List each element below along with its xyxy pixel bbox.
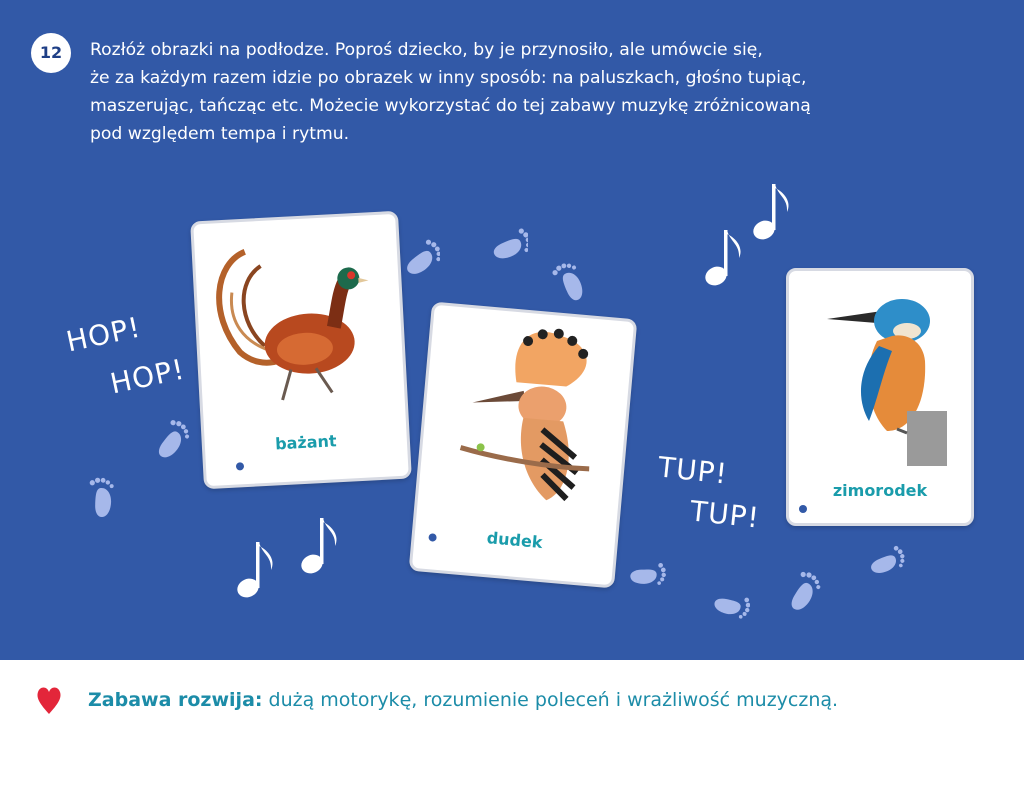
card-pheasant[interactable] — [190, 211, 412, 490]
music-note-icon — [300, 516, 340, 578]
instructions-line: pod względem tempa i rytmu. — [90, 124, 350, 144]
card-dot — [236, 462, 244, 470]
instructions-line: maszerując, tańcząc etc. Możecie wykorzystać do tej zabawy muzykę zróżnicowaną — [90, 96, 811, 116]
heart-icon — [36, 686, 62, 716]
shout-tup-2: TUP! — [688, 494, 762, 535]
footer-bold-lead: Zabawa rozwija: — [88, 689, 263, 711]
card-hoopoe[interactable] — [409, 302, 638, 589]
footprint-icon — [782, 570, 822, 614]
hoopoe-icon — [435, 316, 622, 530]
card-label: dudek — [486, 528, 544, 553]
footer-development-note — [88, 689, 838, 711]
footprint-icon — [400, 236, 440, 280]
music-note-icon — [704, 228, 744, 290]
footprint-icon — [706, 582, 750, 622]
footprint-icon — [552, 260, 592, 304]
card-label: zimorodek — [832, 481, 928, 500]
step-number-badge: 12 — [31, 33, 71, 73]
card-label: bażant — [274, 431, 337, 454]
instructions-line: Rozłóż obrazki na podłodze. Poproś dziecko, by je przynosiło, ale umówcie się, — [90, 40, 763, 60]
music-note-icon — [752, 182, 792, 244]
kingfisher-icon — [807, 281, 967, 471]
card-kingfisher[interactable] — [786, 268, 974, 526]
shout-hop-2: HOP! — [107, 352, 188, 401]
footer-text: dużą motorykę, rozumienie poleceń i wrażliwość muzyczną. — [262, 689, 839, 711]
footprint-icon — [622, 552, 666, 592]
card-dot — [799, 505, 807, 513]
shout-tup-1: TUP! — [656, 450, 730, 491]
instructions-line: że za każdym razem idzie po obrazek w inny sposób: na paluszkach, głośno tupiąc, — [90, 68, 807, 88]
footprint-icon — [488, 222, 528, 266]
instructions-text — [90, 36, 990, 148]
footprint-icon — [82, 476, 122, 520]
shout-hop-1: HOP! — [63, 310, 144, 359]
footprint-icon — [150, 418, 190, 462]
footprint-icon — [862, 540, 906, 580]
pheasant-icon — [204, 234, 393, 413]
music-note-icon — [236, 540, 276, 602]
